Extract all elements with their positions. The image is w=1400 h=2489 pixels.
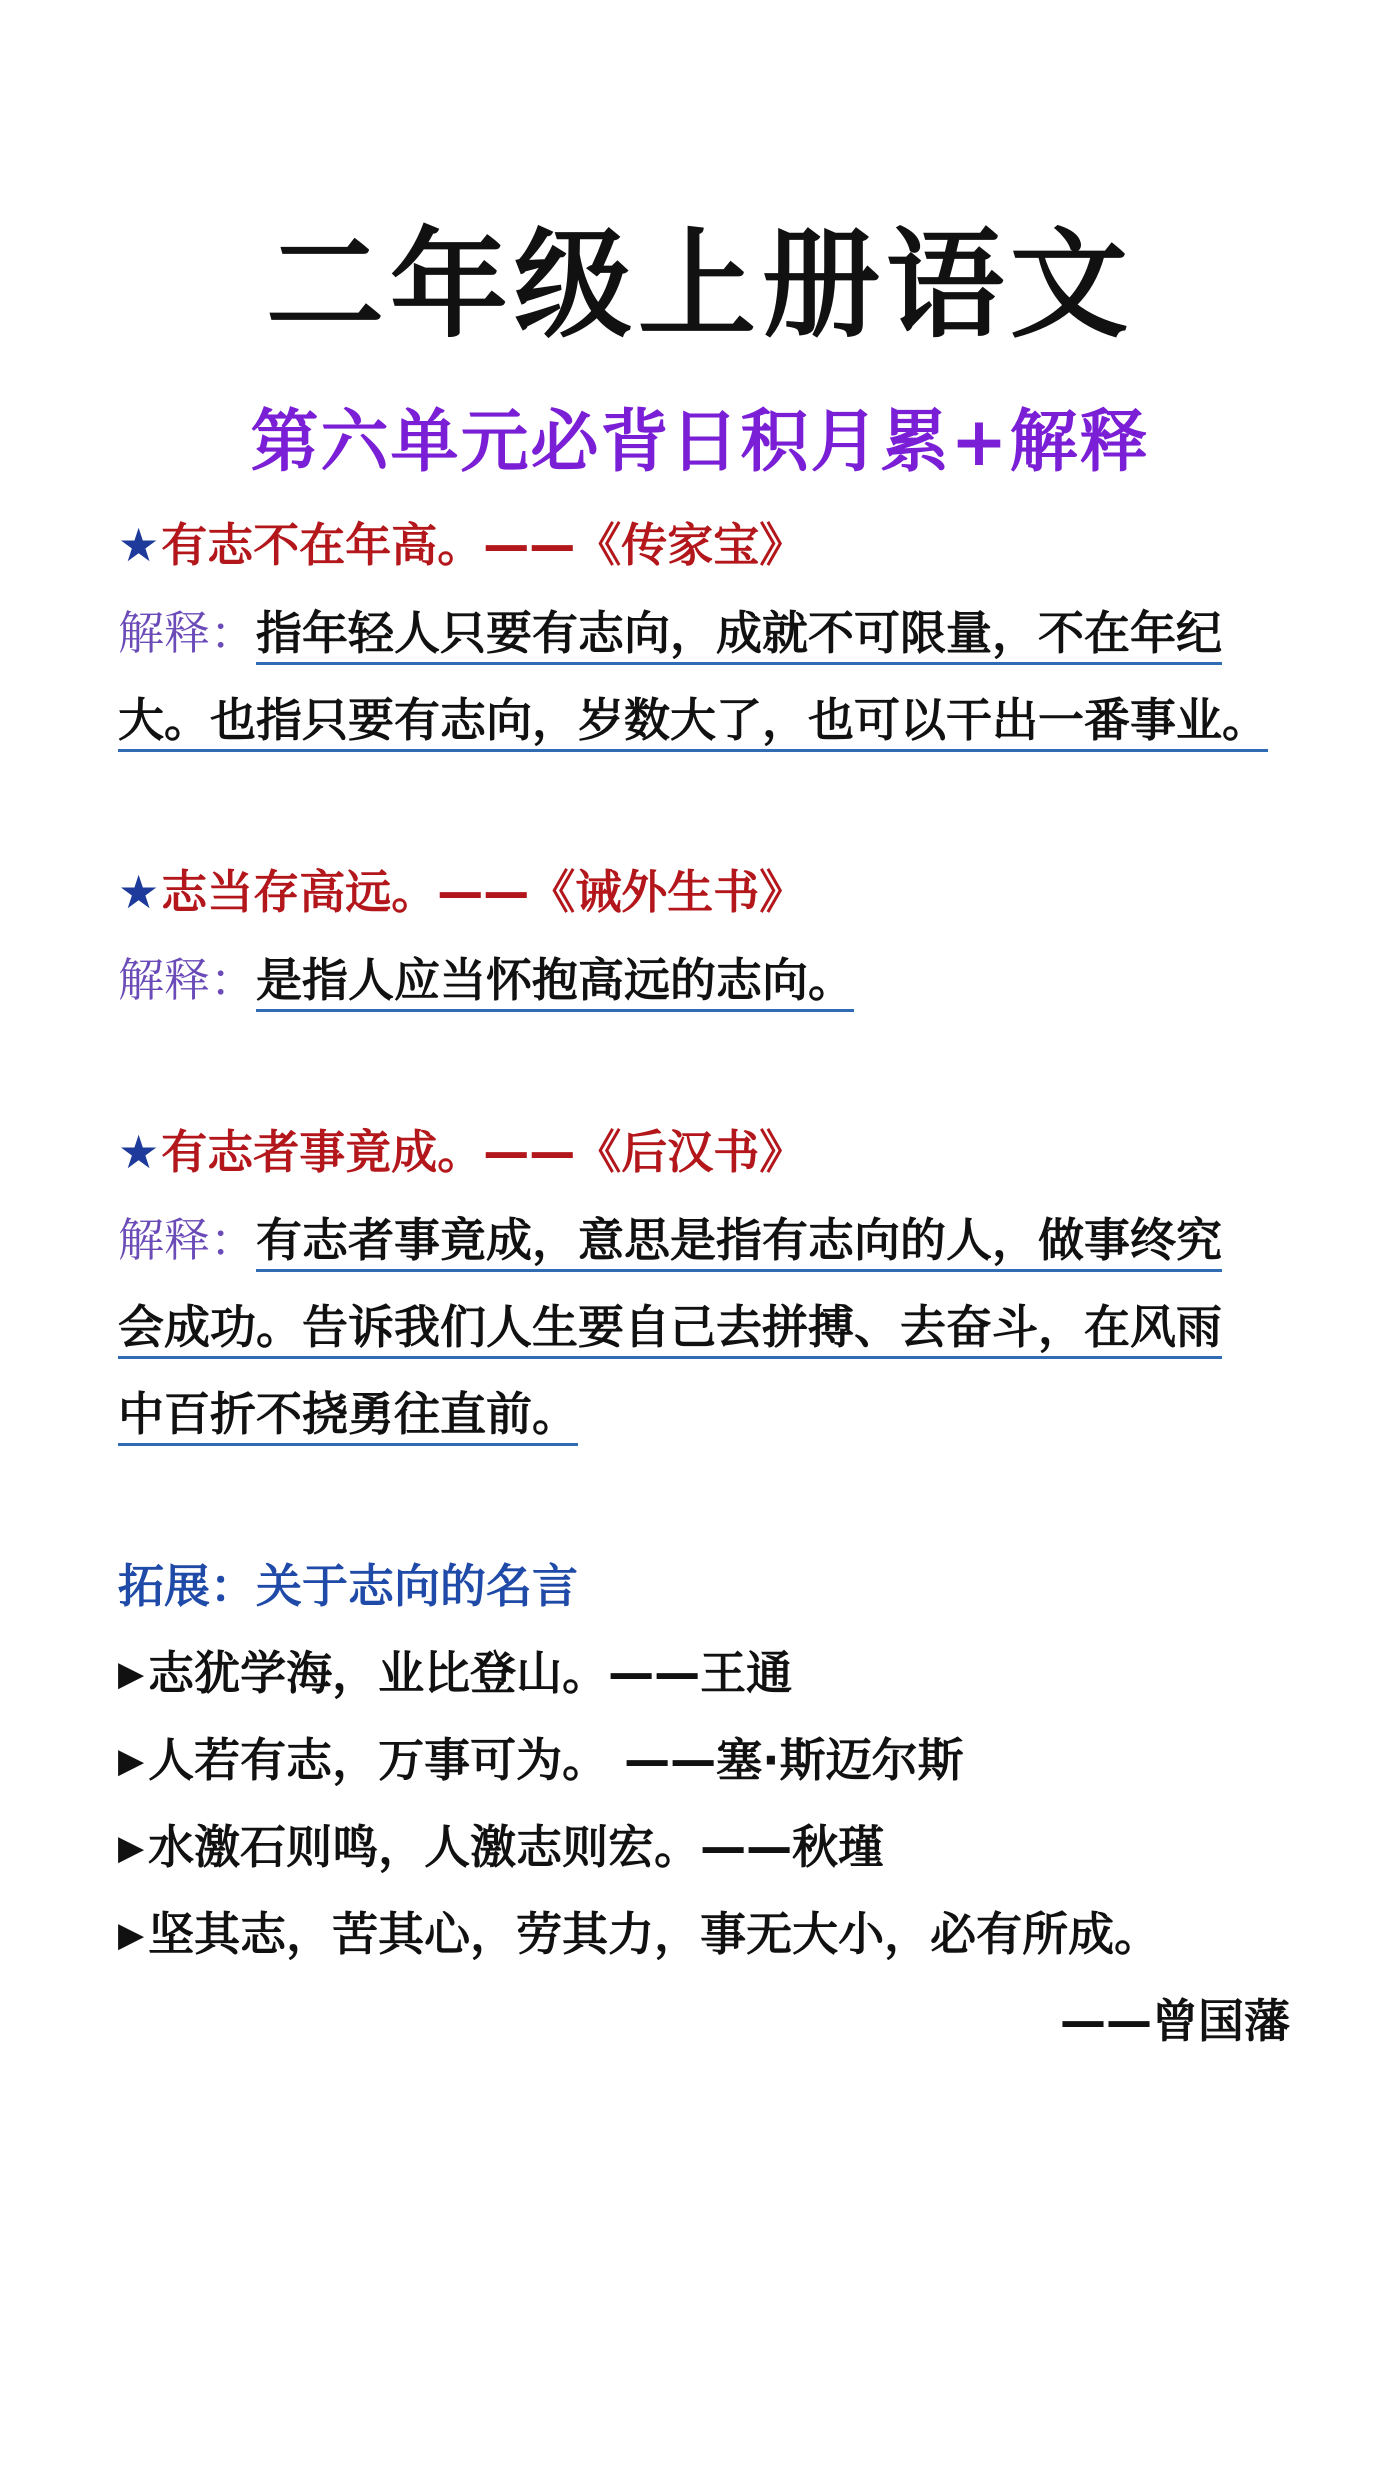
extension-item-text: 人若有志，万事可为。 ——塞·斯迈尔斯 (148, 1733, 964, 1787)
entry-3-quote: 有志者事竟成。——《后汉书》 (161, 1125, 806, 1179)
extension-item-1 (118, 1643, 792, 1703)
extension-item-4-author: ——曾国藩 (1060, 1994, 1290, 2048)
entry-3-explanation-line-2 (118, 1297, 1222, 1357)
entry-2-quote-line (118, 862, 805, 922)
extension-item-3 (118, 1817, 884, 1877)
entry-1-explanation-line-1 (118, 603, 1222, 663)
entry-3-explanation-text: 中百折不挠勇往直前。 (118, 1387, 578, 1446)
entry-1-explanation-text: 指年轻人只要有志向，成就不可限量，不在年纪 (256, 606, 1222, 665)
triangle-bullet-icon: ▶ (118, 1828, 145, 1868)
entry-2-explanation-text: 是指人应当怀抱高远的志向。 (256, 953, 854, 1012)
star-icon: ★ (118, 865, 160, 919)
explanation-label: 解释： (118, 1213, 256, 1267)
explanation-label: 解释： (118, 953, 256, 1007)
extension-item-text: 水激石则鸣，人激志则宏。——秋瑾 (148, 1820, 885, 1874)
triangle-bullet-icon: ▶ (118, 1915, 145, 1955)
entry-3-quote-line (118, 1122, 805, 1182)
entry-1-quote: 有志不在年高。——《传家宝》 (161, 518, 806, 572)
entry-2-explanation-line-1 (118, 950, 854, 1010)
entry-3-explanation-line-1 (118, 1210, 1222, 1270)
page-subtitle: 第六单元必背日积月累+解释 (250, 403, 1150, 482)
extension-item-2 (118, 1730, 964, 1790)
page-title: 二年级上册语文 (265, 216, 1134, 354)
star-icon: ★ (118, 1125, 160, 1179)
triangle-bullet-icon: ▶ (118, 1741, 145, 1781)
entry-1-explanation-text: 大。也指只要有志向，岁数大了，也可以干出一番事业。 (118, 693, 1268, 752)
explanation-label: 解释： (118, 606, 256, 660)
entry-1-explanation-line-2 (118, 690, 1268, 750)
entry-3-explanation-text: 会成功。告诉我们人生要自己去拼搏、去奋斗，在风雨 (118, 1300, 1222, 1359)
extension-item-text: 坚其志，苦其心，劳其力，事无大小，必有所成。 (148, 1907, 1161, 1961)
entry-2-quote: 志当存高远。——《诫外生书》 (161, 865, 806, 919)
entry-3-explanation-line-3 (118, 1384, 578, 1444)
entry-1-quote-line (118, 515, 805, 575)
star-icon: ★ (118, 518, 160, 572)
extension-item-text: 志犹学海，业比登山。——王通 (148, 1646, 793, 1700)
extension-title: 拓展：关于志向的名言 (118, 1559, 578, 1613)
entry-3-explanation-text: 有志者事竟成，意思是指有志向的人，做事终究 (256, 1213, 1222, 1272)
extension-item-4 (118, 1904, 1160, 1964)
triangle-bullet-icon: ▶ (118, 1654, 145, 1694)
